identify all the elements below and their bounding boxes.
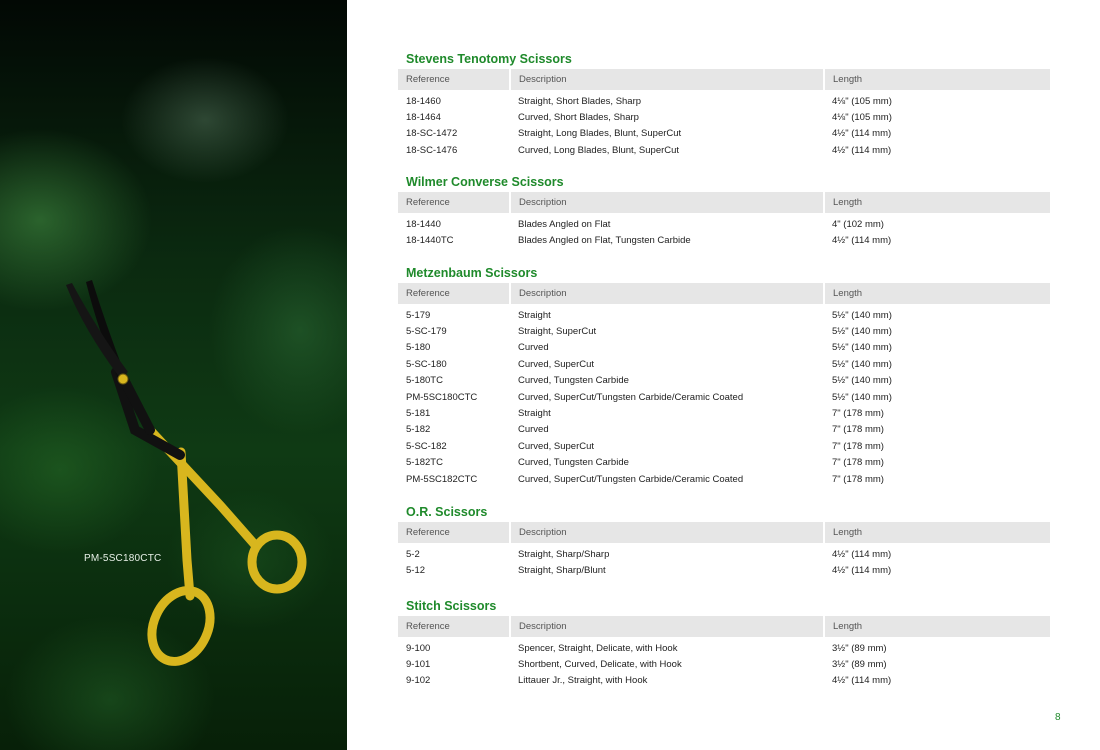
cell-length: 7" (178 mm) bbox=[832, 408, 884, 420]
cell-description: Spencer, Straight, Delicate, with Hook bbox=[518, 642, 678, 654]
cell-reference: 5-180TC bbox=[406, 375, 443, 387]
table-row bbox=[398, 213, 1050, 232]
table-row bbox=[398, 471, 1050, 487]
scissors-image bbox=[0, 0, 347, 750]
col-header-reference: Reference bbox=[398, 616, 510, 637]
table-row bbox=[398, 673, 1050, 689]
cell-reference: 5-182 bbox=[406, 424, 431, 436]
cell-description: Curved, Tungsten Carbide bbox=[518, 375, 629, 387]
table-row bbox=[398, 389, 1050, 405]
table-row bbox=[398, 562, 1050, 578]
table-row bbox=[398, 405, 1050, 421]
cell-reference: 5-12 bbox=[406, 565, 426, 577]
table-row bbox=[398, 543, 1050, 562]
section-stevens-tenotomy bbox=[398, 51, 1050, 159]
cell-length: 4½" (114 mm) bbox=[832, 565, 892, 577]
table-row bbox=[398, 356, 1050, 372]
cell-reference: 5-SC-179 bbox=[406, 326, 447, 338]
section-title: Stevens Tenotomy Scissors bbox=[406, 52, 572, 66]
cell-reference: 9-100 bbox=[406, 642, 431, 654]
col-header-description: Description bbox=[510, 616, 824, 637]
section-title: Wilmer Converse Scissors bbox=[406, 175, 564, 189]
col-header-reference: Reference bbox=[398, 522, 510, 543]
cell-description: Curved, SuperCut/Tungsten Carbide/Ceramic Coated bbox=[518, 473, 744, 485]
table-row bbox=[398, 422, 1050, 438]
cell-reference: 18-SC-1476 bbox=[406, 144, 458, 156]
cell-reference: PM-5SC180CTC bbox=[406, 391, 478, 403]
table-row bbox=[398, 455, 1050, 471]
cell-length: 7" (178 mm) bbox=[832, 457, 884, 469]
cell-description: Straight bbox=[518, 309, 551, 321]
product-table bbox=[398, 192, 1050, 249]
table-header-row bbox=[398, 283, 1050, 304]
table-header-row bbox=[398, 192, 1050, 213]
cell-description: Straight, Long Blades, Blunt, SuperCut bbox=[518, 128, 682, 140]
cell-length: 7" (178 mm) bbox=[832, 440, 884, 452]
section-stitch-scissors bbox=[398, 598, 1050, 689]
cell-reference: 18-1440 bbox=[406, 218, 441, 230]
cell-length: 5½" (140 mm) bbox=[832, 375, 892, 387]
col-header-length: Length bbox=[824, 69, 1050, 90]
cell-length: 3½" (89 mm) bbox=[832, 642, 887, 654]
cell-description: Curved, Tungsten Carbide bbox=[518, 457, 629, 469]
cell-length: 4½" (114 mm) bbox=[832, 235, 892, 247]
product-table bbox=[398, 522, 1050, 579]
cell-length: 4½" (114 mm) bbox=[832, 128, 892, 140]
col-header-length: Length bbox=[824, 616, 1050, 637]
cell-length: 7" (178 mm) bbox=[832, 473, 884, 485]
cell-length: 3½" (89 mm) bbox=[832, 659, 887, 671]
photo-caption: PM-5SC180CTC bbox=[84, 553, 162, 564]
table-header-row bbox=[398, 616, 1050, 637]
cell-reference: 18-1464 bbox=[406, 112, 441, 124]
cell-length: 5½" (140 mm) bbox=[832, 326, 892, 338]
cell-reference: 5-SC-180 bbox=[406, 358, 447, 370]
cell-reference: 5-SC-182 bbox=[406, 440, 447, 452]
col-header-reference: Reference bbox=[398, 192, 510, 213]
table-row bbox=[398, 90, 1050, 109]
col-header-description: Description bbox=[510, 192, 824, 213]
col-header-description: Description bbox=[510, 522, 824, 543]
cell-reference: 5-179 bbox=[406, 309, 431, 321]
cell-description: Shortbent, Curved, Delicate, with Hook bbox=[518, 659, 682, 671]
cell-description: Curved, Long Blades, Blunt, SuperCut bbox=[518, 144, 680, 156]
section-or-scissors bbox=[398, 504, 1050, 579]
cell-reference: 18-1440TC bbox=[406, 235, 454, 247]
col-header-length: Length bbox=[824, 192, 1050, 213]
col-header-length: Length bbox=[824, 283, 1050, 304]
table-row bbox=[398, 304, 1050, 323]
cell-description: Curved, SuperCut/Tungsten Carbide/Ceramic Coated bbox=[518, 391, 744, 403]
section-title: Metzenbaum Scissors bbox=[406, 266, 538, 280]
cell-length: 4" (102 mm) bbox=[832, 218, 884, 230]
cell-description: Blades Angled on Flat bbox=[518, 218, 611, 230]
product-table bbox=[398, 616, 1050, 689]
section-metzenbaum bbox=[398, 265, 1050, 487]
cell-reference: 5-2 bbox=[406, 548, 420, 560]
section-wilmer-converse bbox=[398, 174, 1050, 249]
cell-reference: PM-5SC182CTC bbox=[406, 473, 478, 485]
cell-length: 5½" (140 mm) bbox=[832, 391, 892, 403]
cell-reference: 9-101 bbox=[406, 659, 431, 671]
cell-length: 7" (178 mm) bbox=[832, 424, 884, 436]
col-header-description: Description bbox=[510, 283, 824, 304]
cell-reference: 18-SC-1472 bbox=[406, 128, 458, 140]
cell-length: 4½" (114 mm) bbox=[832, 675, 892, 687]
table-row bbox=[398, 126, 1050, 142]
cell-length: 4⅛" (105 mm) bbox=[832, 95, 892, 107]
table-row bbox=[398, 373, 1050, 389]
cell-description: Curved bbox=[518, 424, 549, 436]
col-header-description: Description bbox=[510, 69, 824, 90]
cell-reference: 9-102 bbox=[406, 675, 431, 687]
cell-description: Curved, SuperCut bbox=[518, 358, 595, 370]
table-row bbox=[398, 142, 1050, 158]
col-header-reference: Reference bbox=[398, 69, 510, 90]
table-row bbox=[398, 656, 1050, 672]
cell-description: Littauer Jr., Straight, with Hook bbox=[518, 675, 648, 687]
table-header-row bbox=[398, 522, 1050, 543]
table-row bbox=[398, 109, 1050, 125]
page-number: 8 bbox=[1055, 712, 1061, 723]
cell-description: Curved, Short Blades, Sharp bbox=[518, 112, 639, 124]
cell-description: Straight, SuperCut bbox=[518, 326, 597, 338]
cell-reference: 5-181 bbox=[406, 408, 431, 420]
table-row bbox=[398, 323, 1050, 339]
cell-description: Straight, Short Blades, Sharp bbox=[518, 95, 642, 107]
cell-reference: 18-1460 bbox=[406, 95, 441, 107]
table-row bbox=[398, 438, 1050, 454]
table-row bbox=[398, 340, 1050, 356]
cell-reference: 5-182TC bbox=[406, 457, 443, 469]
cell-description: Straight, Sharp/Blunt bbox=[518, 565, 606, 577]
cell-description: Straight, Sharp/Sharp bbox=[518, 548, 610, 560]
cell-length: 4½" (114 mm) bbox=[832, 548, 892, 560]
col-header-length: Length bbox=[824, 522, 1050, 543]
product-table bbox=[398, 283, 1050, 487]
cell-length: 5½" (140 mm) bbox=[832, 358, 892, 370]
cell-description: Blades Angled on Flat, Tungsten Carbide bbox=[518, 235, 691, 247]
cell-length: 5½" (140 mm) bbox=[832, 309, 892, 321]
cell-length: 4⅛" (105 mm) bbox=[832, 112, 892, 124]
table-row bbox=[398, 637, 1050, 656]
section-title: Stitch Scissors bbox=[406, 599, 497, 613]
cell-length: 4½" (114 mm) bbox=[832, 144, 892, 156]
cell-description: Curved bbox=[518, 342, 549, 354]
cell-description: Curved, SuperCut bbox=[518, 440, 595, 452]
col-header-reference: Reference bbox=[398, 283, 510, 304]
cell-length: 5½" (140 mm) bbox=[832, 342, 892, 354]
cell-description: Straight bbox=[518, 408, 551, 420]
product-table bbox=[398, 69, 1050, 159]
table-header-row bbox=[398, 69, 1050, 90]
cell-reference: 5-180 bbox=[406, 342, 431, 354]
table-row bbox=[398, 232, 1050, 248]
product-photo bbox=[0, 0, 347, 750]
section-title: O.R. Scissors bbox=[406, 505, 488, 519]
